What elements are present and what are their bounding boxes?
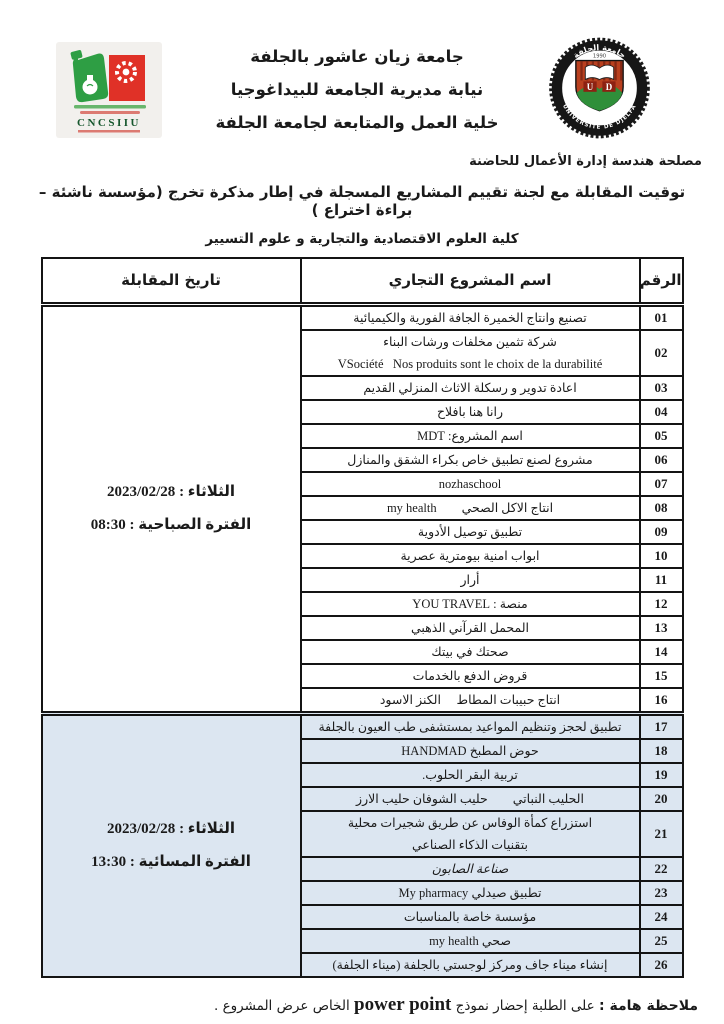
footer-note-label: ملاحظة هامة :	[599, 997, 698, 1014]
project-name-line: تربية البقر الحلوب.	[422, 767, 518, 782]
project-name-line: صحتك في بيتك	[431, 644, 509, 659]
project-name-line: انتاج الاكل الصحي my health	[386, 500, 554, 515]
table-row	[42, 713, 683, 739]
document-header	[0, 0, 724, 152]
cncsiiu-logo-graphic	[56, 42, 162, 138]
project-name-line: تطبيق صيدلي My pharmacy	[398, 885, 542, 900]
row-number: 08	[640, 496, 683, 520]
row-number: 18	[640, 739, 683, 763]
lightbulb-icon	[83, 80, 98, 95]
row-number: 26	[640, 953, 683, 977]
project-name	[301, 664, 640, 688]
project-name	[301, 881, 640, 905]
project-name	[301, 640, 640, 664]
cncsiiu-acronym: CNCSIIU	[77, 117, 141, 129]
interview-date: الثلاثاء : 2023/02/28	[106, 484, 236, 500]
row-number: 21	[640, 811, 683, 857]
project-name	[301, 424, 640, 448]
project-name-line: صناعة الصابون	[431, 861, 509, 876]
row-number: 15	[640, 664, 683, 688]
cncsiiu-logo	[56, 42, 162, 142]
footer-note-text-before: على الطلبة إحضار نموذج	[455, 997, 595, 1014]
row-number: 14	[640, 640, 683, 664]
project-name	[301, 953, 640, 977]
project-name	[301, 496, 640, 520]
project-name-line: nozhaschool	[438, 476, 502, 491]
project-name	[301, 616, 640, 640]
project-name	[301, 448, 640, 472]
seal-latin-name: UNIVERSITE DE DJELFA	[560, 103, 639, 131]
seal-year: 1990	[592, 53, 607, 60]
project-name-line: تصنيع وانتاج الخميرة الجافة الفورية والكيميائية	[353, 310, 587, 325]
project-name	[301, 472, 640, 496]
row-number: 20	[640, 787, 683, 811]
project-name-line: VSociété Nos produits sont le choix de la durabilité	[337, 356, 603, 371]
university-name: جامعة زيان عاشور بالجلفة	[250, 47, 464, 66]
page-title: توقيت المقابلة مع لجنة تقييم المشاريع المسجلة في إطار مذكرة تخرج (مؤسسة ناشئة – براءة اختراع )	[38, 183, 686, 219]
schedule-table	[41, 257, 684, 978]
cell-line: خلية العمل والمتابعة لجامعة الجلفة	[215, 113, 499, 132]
project-name-line: حوض المطبخ HANDMAD	[401, 743, 539, 758]
row-number: 19	[640, 763, 683, 787]
project-name-line: تطبيق توصيل الأدوية	[417, 524, 523, 539]
row-number: 09	[640, 520, 683, 544]
project-name-line: منصة : YOU TRAVEL	[412, 596, 528, 611]
project-name-line: المحمل القرآني الذهبي	[410, 620, 530, 635]
row-number: 16	[640, 688, 683, 714]
project-name-line: صحي my health	[429, 933, 511, 948]
interview-period-time: الفترة الصباحية : 08:30	[90, 517, 252, 533]
row-number: 07	[640, 472, 683, 496]
project-name	[301, 811, 640, 857]
project-name	[301, 739, 640, 763]
footer-note-text-after: الخاص عرض المشروع .	[213, 997, 350, 1014]
project-name	[301, 787, 640, 811]
project-name	[301, 713, 640, 739]
project-name	[301, 376, 640, 400]
seal-letter-u: U	[586, 81, 594, 92]
project-name-line: مؤسسة خاصة بالمناسبات	[403, 909, 537, 924]
project-name-line: اسم المشروع: MDT	[417, 428, 523, 443]
row-number: 22	[640, 857, 683, 881]
row-number: 02	[640, 330, 683, 376]
project-name-line: اعادة تدوير و رسكلة الاثاث المنزلي القديم	[363, 380, 577, 395]
project-name	[301, 688, 640, 714]
project-name-line: إنشاء ميناء جاف ومركز لوجستي بالجلفة (ميناء الجلفة)	[332, 957, 608, 972]
table-row	[42, 304, 683, 330]
project-name	[301, 544, 640, 568]
interview-date-cell	[42, 713, 301, 977]
row-number: 24	[640, 905, 683, 929]
column-header-number: الرقم	[640, 258, 683, 304]
project-name-line: شركة تثمين مخلفات ورشات البناء	[383, 334, 557, 349]
project-name-line: قروض الدفع بالخدمات	[412, 668, 528, 683]
project-name	[301, 400, 640, 424]
project-name	[301, 905, 640, 929]
row-number: 25	[640, 929, 683, 953]
table-header-row	[42, 258, 683, 304]
project-name	[301, 763, 640, 787]
logo-arabic-text-line	[80, 111, 140, 114]
project-name-line: مشروع لصنع تطبيق خاص بكراء الشقق والمنازل	[347, 452, 593, 467]
org-lines	[180, 40, 534, 139]
seal-arabic-name: جامعة الجلفة	[571, 43, 628, 61]
university-seal-graphic	[547, 36, 652, 140]
schedule-table-body	[42, 304, 683, 977]
project-name	[301, 929, 640, 953]
interview-date: الثلاثاء : 2023/02/28	[106, 821, 236, 837]
project-name-line: الحليب النباتي حليب الشوفان حليب الارز	[356, 791, 584, 806]
row-number: 12	[640, 592, 683, 616]
row-number: 17	[640, 713, 683, 739]
row-number: 01	[640, 304, 683, 330]
column-header-date: تاريخ المقابلة	[42, 258, 301, 304]
university-seal	[547, 36, 652, 144]
project-name-line: بتقنيات الذكاء الصناعي	[411, 837, 528, 852]
footer-note	[0, 992, 724, 1019]
row-number: 04	[640, 400, 683, 424]
project-name-line: أرار	[460, 572, 480, 587]
row-number: 06	[640, 448, 683, 472]
row-number: 13	[640, 616, 683, 640]
row-number: 03	[640, 376, 683, 400]
row-number: 11	[640, 568, 683, 592]
row-number: 23	[640, 881, 683, 905]
project-name-line: تطبيق لحجز وتنظيم المواعيد بمستشفى طب العيون بالجلفة	[318, 719, 622, 734]
interview-period-time: الفترة المسائية : 13:30	[91, 854, 251, 870]
project-name-line: ابواب امنية بيومترية عصرية	[400, 548, 540, 563]
footer-powerpoint-term: power point	[354, 993, 452, 1015]
column-header-project: اسم المشروع التجاري	[301, 258, 640, 304]
project-name	[301, 330, 640, 376]
directorate-line: نيابة مديرية الجامعة للبيداغوجيا	[230, 80, 484, 99]
project-name-line: انتاج حبيبات المطاط الكنز الاسود	[379, 692, 561, 707]
row-number: 05	[640, 424, 683, 448]
faculty-subtitle: كلية العلوم الاقتصادية والتجارية و علوم التسيير	[205, 231, 519, 247]
project-name	[301, 568, 640, 592]
project-name	[301, 592, 640, 616]
interview-date-cell	[42, 304, 301, 713]
logo-arabic-text-line	[74, 105, 146, 109]
project-name	[301, 520, 640, 544]
project-name	[301, 857, 640, 881]
service-line: مصلحة هندسة إدارة الأعمال للحاضنة	[469, 154, 702, 169]
project-name	[301, 304, 640, 330]
seal-letter-d: D	[605, 81, 613, 92]
project-name-line: استزراع كمأة الوفاس عن طريق شجيرات محلية	[347, 815, 593, 830]
row-number: 10	[640, 544, 683, 568]
project-name-line: رانا هنا بافلاح	[436, 404, 503, 419]
